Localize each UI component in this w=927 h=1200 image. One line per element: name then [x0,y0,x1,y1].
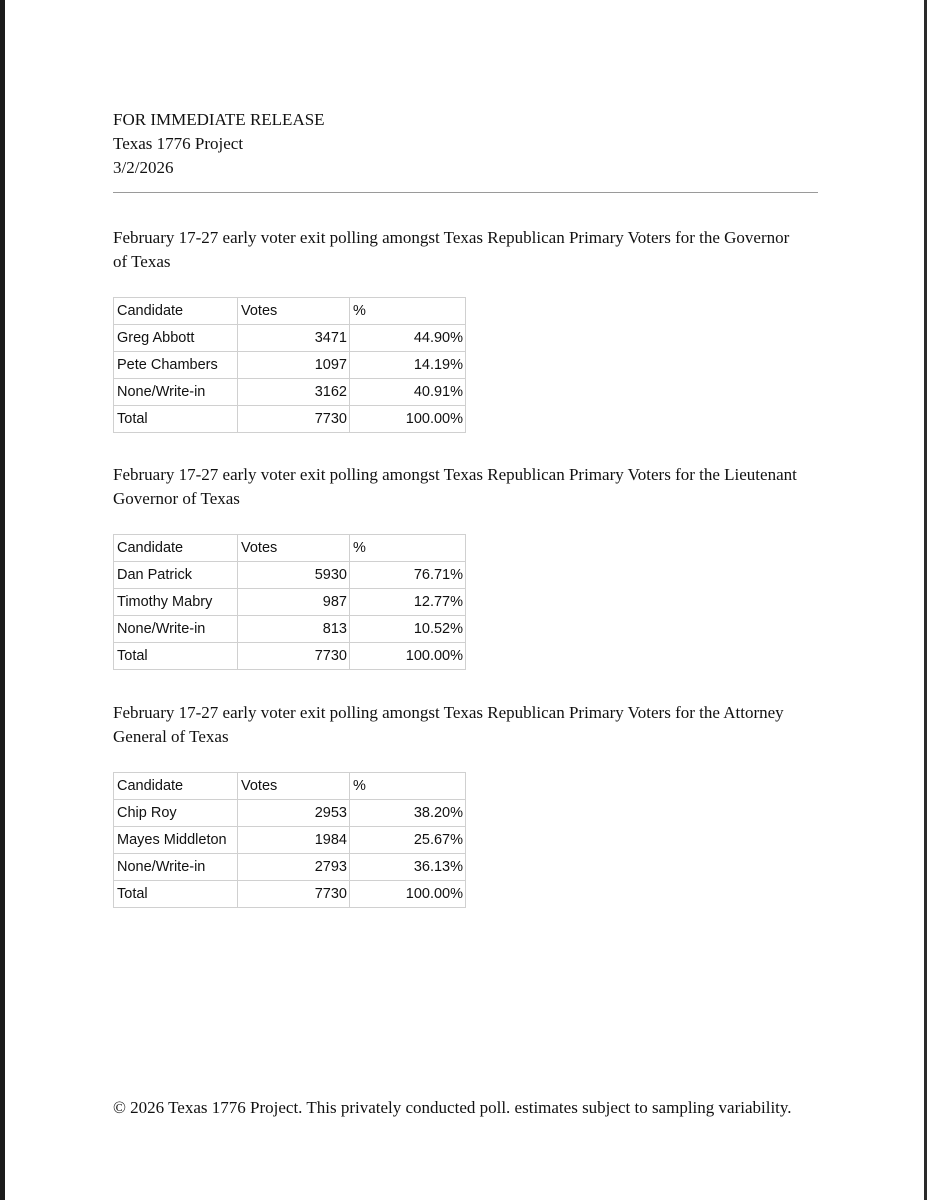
column-header-votes: Votes [238,535,350,562]
table-row [114,379,466,406]
votes-cell: 7730 [238,881,350,908]
percent-cell: 38.20% [350,800,466,827]
candidate-cell: None/Write-in [114,616,238,643]
table-row [114,325,466,352]
percent-cell: 12.77% [350,589,466,616]
table-header-row [114,535,466,562]
candidate-cell: Total [114,406,238,433]
votes-cell: 3471 [238,325,350,352]
column-header-candidate: Candidate [114,535,238,562]
candidate-cell: Timothy Mabry [114,589,238,616]
percent-cell: 10.52% [350,616,466,643]
table-header-row [114,298,466,325]
table-row [114,352,466,379]
votes-cell: 1097 [238,352,350,379]
column-header-percent: % [350,773,466,800]
section-intro: February 17-27 early voter exit polling amongst Texas Republican Primary Voters for the Lieutenant Governor of Texas [113,465,797,508]
votes-cell: 813 [238,616,350,643]
percent-cell: 100.00% [350,881,466,908]
candidate-cell: Chip Roy [114,800,238,827]
percent-cell: 36.13% [350,854,466,881]
candidate-cell: Greg Abbott [114,325,238,352]
column-header-percent: % [350,535,466,562]
release-date: 3/2/2026 [113,158,174,177]
percent-cell: 100.00% [350,406,466,433]
table-row [114,589,466,616]
percent-cell: 44.90% [350,325,466,352]
results-table [113,534,466,670]
poll-section-lieutenant-governor [113,463,803,670]
table-row-total [114,406,466,433]
section-intro: February 17-27 early voter exit polling amongst Texas Republican Primary Voters for the Attorney General of Texas [113,703,784,746]
table-row [114,616,466,643]
votes-cell: 7730 [238,406,350,433]
column-header-votes: Votes [238,298,350,325]
table-row [114,800,466,827]
votes-cell: 3162 [238,379,350,406]
percent-cell: 76.71% [350,562,466,589]
candidate-cell: Total [114,881,238,908]
poll-section-attorney-general [113,701,803,908]
votes-cell: 1984 [238,827,350,854]
votes-cell: 2953 [238,800,350,827]
table-row [114,827,466,854]
organization-name: Texas 1776 Project [113,134,244,153]
copyright-footer: © 2026 Texas 1776 Project. This privately conducted poll. estimates subject to sampling variability. [113,1098,792,1117]
table-row [114,562,466,589]
column-header-candidate: Candidate [114,773,238,800]
candidate-cell: Dan Patrick [114,562,238,589]
table-row-total [114,643,466,670]
column-header-percent: % [350,298,466,325]
percent-cell: 14.19% [350,352,466,379]
horizontal-divider [113,192,818,193]
candidate-cell: None/Write-in [114,854,238,881]
column-header-candidate: Candidate [114,298,238,325]
percent-cell: 100.00% [350,643,466,670]
candidate-cell: Total [114,643,238,670]
votes-cell: 5930 [238,562,350,589]
poll-section-governor [113,226,803,433]
left-edge-shadow [0,0,5,1200]
release-header [113,108,325,180]
votes-cell: 7730 [238,643,350,670]
votes-cell: 2793 [238,854,350,881]
table-header-row [114,773,466,800]
percent-cell: 40.91% [350,379,466,406]
results-table [113,297,466,433]
table-row [114,854,466,881]
candidate-cell: Pete Chambers [114,352,238,379]
candidate-cell: Mayes Middleton [114,827,238,854]
release-label: FOR IMMEDIATE RELEASE [113,110,325,129]
column-header-votes: Votes [238,773,350,800]
section-intro: February 17-27 early voter exit polling amongst Texas Republican Primary Voters for the Governor of Texas [113,228,790,271]
results-table [113,772,466,908]
candidate-cell: None/Write-in [114,379,238,406]
table-row-total [114,881,466,908]
percent-cell: 25.67% [350,827,466,854]
votes-cell: 987 [238,589,350,616]
